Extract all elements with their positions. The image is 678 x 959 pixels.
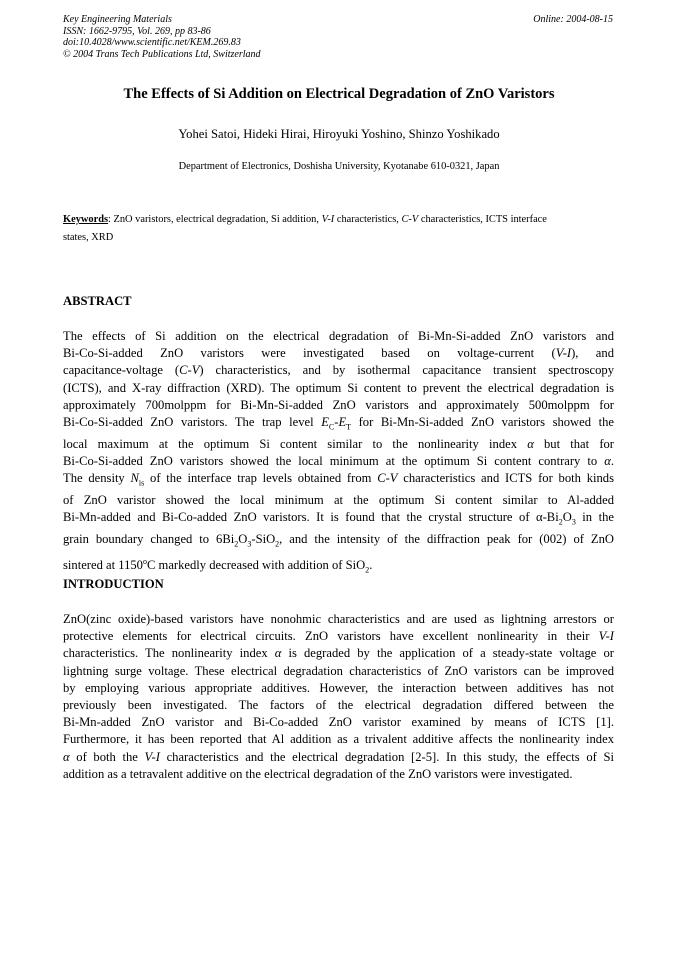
intro-line: α of both the V-I characteristics and the electrical degradation [2-5]. In this study, the effects of Si <box>63 749 614 764</box>
abstract-line: approximately 700molppm for Bi-Mn-Si-added ZnO varistors and approximately 500molppm for <box>63 397 614 412</box>
keywords-text: characteristics, <box>334 214 402 225</box>
abstract-line: grain boundary changed to $6Bi_2O_3-SiO_2$, and the intensity of the diffraction peak for (002) of ZnO <box>63 531 615 549</box>
intro-line: by employing various appropriate additives. However, the interaction between additives has not <box>63 680 614 695</box>
author-list: Yohei Satoi, Hideki Hirai, Hiroyuki Yoshino, Shinzo Yoshikado <box>178 127 500 141</box>
intro-line: previously been investigated. The factors of the electrical degradation differed between the <box>63 698 614 713</box>
keywords <box>63 211 614 246</box>
keywords-text: : ZnO varistors, electrical degradation, Si addition, <box>108 214 322 225</box>
introduction-heading: INTRODUCTION <box>63 577 164 591</box>
abstract-line: (ICTS), and X-ray diffraction (XRD). The optimum Si content to prevent the electrical degradation is <box>63 380 614 395</box>
abstract-body <box>63 328 614 578</box>
intro-line: characteristics. The nonlinearity index α is degraded by the application of a steady-state voltage or <box>63 646 614 661</box>
abstract-line: Bi-Co-Si-added ZnO varistors were investigated based on voltage-current (V-I), and <box>63 346 614 361</box>
abstract-line: capacitance-voltage (C-V) characteristics, and by isothermal capacitance transient spectroscopy <box>63 363 614 378</box>
paper-title: The Effects of Si Addition on Electrical Degradation of ZnO Varistors <box>123 86 555 102</box>
abstract-line: The density $N_{is}$ of the interface trap levels obtained from C-V characteristics and ICTS for both kinds <box>63 471 614 488</box>
keywords-text: characteristics, ICTS interface <box>418 214 547 225</box>
abstract-heading: ABSTRACT <box>63 294 132 308</box>
abstract-line: sintered at 1150$^o$C markedly decreased with addition of SiO$_2$. <box>63 556 373 575</box>
abstract-line: of ZnO varistor showed the local minimum at the optimum Si content similar to Al-added <box>63 492 614 507</box>
intro-line: ZnO(zinc oxide)-based varistors have nonohmic characteristics and are used as lightning arrestors or <box>63 612 614 626</box>
intro-line: lightning surge voltage. These electrical degradation characteristics of ZnO varistors can be improved <box>63 663 614 678</box>
abstract-line: local maximum at the optimum Si content similar to the nonlinearity index α but that for <box>63 436 615 451</box>
journal-metadata <box>63 14 261 60</box>
keywords-label: Keywords <box>63 214 109 225</box>
abstract-line: Bi-Co-Si-added ZnO varistors showed the local minimum at the optimum Si content contrary to α. <box>63 453 614 468</box>
abstract-line: The effects of Si addition on the electrical degradation of Bi-Mn-Si-added ZnO varistors and <box>63 329 614 343</box>
copyright: © 2004 Trans Tech Publications Ltd, Switzerland <box>63 48 261 60</box>
intro-line: protective elements for electrical circuits. ZnO varistors have excellent nonlinearity in their V-I <box>63 629 614 644</box>
intro-line: addition as a tetravalent additive on the electrical degradation of the ZnO varistors were investigated. <box>63 766 573 781</box>
intro-line: Furthermore, it has been reported that Al addition as a trivalent additive affects the nonlinearity index <box>63 732 614 747</box>
online-date: Online: 2004-08-15 <box>533 14 613 25</box>
introduction-body <box>63 611 614 783</box>
keywords-text: states, XRD <box>63 231 114 243</box>
keywords-cv: C-V <box>401 214 419 225</box>
affiliation: Department of Electronics, Doshisha University, Kyotanabe 610-0321, Japan <box>178 161 500 172</box>
journal-name: Key Engineering Materials <box>63 14 172 25</box>
doi: doi:10.4028/www.scientific.net/KEM.269.83 <box>63 37 241 48</box>
abstract-line: Bi-Co-Si-added ZnO varistors. The trap level $E_C-E_T$ for Bi-Mn-Si-added ZnO varistors showed the <box>63 415 614 432</box>
keywords-vi: V-I <box>321 214 335 225</box>
abstract-line: Bi-Mn-added and Bi-Co-added ZnO varistors. It is found that the crystal structure of $\alpha-Bi_2O_3$ in the <box>63 510 614 527</box>
issn-volume: ISSN: 1662-9795, Vol. 269, pp 83-86 <box>63 25 211 37</box>
intro-line: Bi-Mn-added ZnO varistor and Bi-Co-added ZnO varistor examined by means of ICTS [1]. <box>63 715 614 730</box>
